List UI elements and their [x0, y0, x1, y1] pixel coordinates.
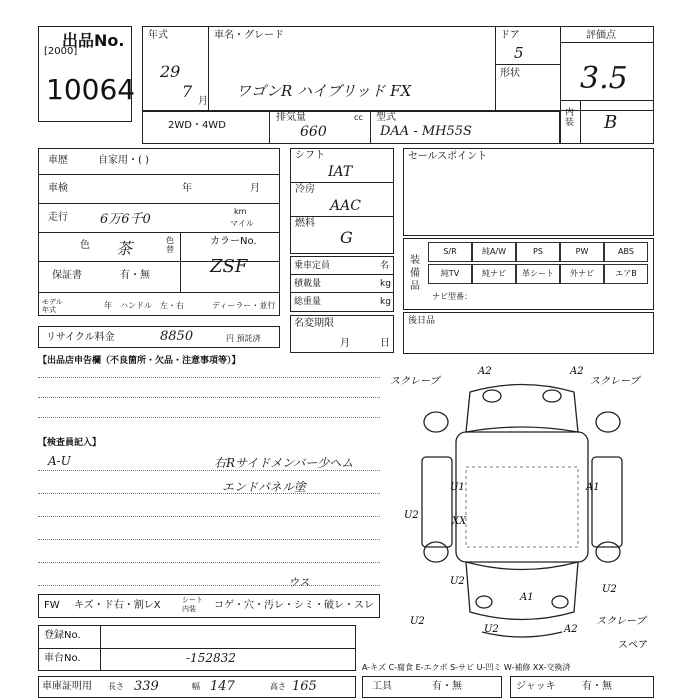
gross-label: 総重量 [294, 297, 322, 307]
equip-item: PW [560, 242, 604, 262]
model-label: 型式 [376, 112, 396, 123]
lot-year-stamp: [2000] [44, 46, 78, 57]
history-value: 自家用・( ) [98, 155, 149, 166]
drive-label: 2WD・4WD [168, 120, 226, 131]
sales-label: セールスポイント [408, 151, 488, 162]
len-value: 339 [134, 679, 159, 694]
damage-mark: U2 [450, 576, 465, 587]
load-unit: kg [380, 279, 391, 289]
damage-mark: スクレープ [596, 616, 646, 627]
hgt-label: 高さ [270, 682, 286, 691]
spare-label: スペア [618, 640, 648, 651]
wid-value: 147 [210, 679, 235, 694]
shaken-month: 月 [250, 183, 260, 194]
usu-mark: ウス [288, 576, 310, 589]
model-value: DAA - MH55S [380, 124, 472, 139]
door-value: 5 [514, 44, 524, 62]
change-month: 月 [340, 338, 350, 349]
handle-label: ハンドル [120, 301, 152, 310]
legend: A-キズ C-腐食 E-エクボ S-サビ U-凹ミ W-補修 XX-交換済 [362, 663, 571, 672]
mileage-label: 走行 [48, 212, 68, 223]
seat-label: シート内装 [182, 596, 203, 613]
jack-label: ジャッキ [516, 681, 556, 692]
ac-value: AAC [330, 198, 361, 214]
change-day: 日 [380, 338, 390, 349]
colorno-value: ZSF [210, 256, 248, 277]
mile-unit: マイル [230, 219, 254, 228]
nenshiki-label: 年式 [148, 30, 168, 41]
name-label: 車名・グレード [214, 30, 284, 41]
name-value: ワゴンR ハイブリッド FX [236, 82, 412, 100]
color-value: 茶 [116, 239, 133, 258]
hgt-value: 165 [292, 679, 317, 694]
nenshiki-year: 29 [160, 62, 181, 81]
equip-item: 外ナビ [560, 264, 604, 284]
damage-mark: U1 [450, 482, 465, 493]
recycle-value: 8850 [160, 329, 194, 344]
damage-mark: A1 [520, 592, 534, 603]
nenshiki-month: 7 [182, 82, 193, 101]
color-label: 色 [80, 240, 90, 251]
door-label: ドア [500, 30, 520, 41]
seat-items: コゲ・穴・汚レ・シミ・破レ・スレ [214, 600, 374, 611]
chassis-label: 車台No. [44, 653, 81, 664]
equip-item: S/R [428, 242, 472, 262]
km-unit: km [234, 207, 247, 216]
displacement-value: 660 [300, 124, 327, 140]
equip-item: ABS [604, 242, 648, 262]
dealer-label: ディーラー・並行 [212, 301, 276, 310]
seller-label: 【出品店申告欄（不良箇所・欠品・注意事項等）】 [38, 356, 241, 366]
recycle-label: リサイクル料金 [46, 332, 115, 343]
damage-mark: A2 [564, 624, 578, 635]
score-value: 3.5 [580, 61, 628, 96]
shaken-year: 年 [182, 183, 192, 194]
month-unit: 月 [198, 96, 208, 107]
recycle-unit: 円 預託済 [226, 334, 261, 343]
lot-title: 出品No. [62, 31, 125, 50]
cc-unit: cc [354, 113, 363, 122]
equip-item: エアB [604, 264, 648, 284]
wid-label: 幅 [192, 682, 200, 691]
color-sub: 色替 [166, 236, 174, 254]
damage-mark: XX [452, 516, 467, 527]
jack-value: 有・無 [582, 681, 612, 692]
fw-label: FW [44, 600, 60, 611]
shape-label: 形状 [500, 68, 520, 79]
car-diagram [390, 362, 654, 652]
shift-label: シフト [295, 150, 325, 161]
load-label: 積載量 [294, 279, 322, 289]
later-box [403, 312, 654, 354]
colorno-label: カラーNo. [210, 236, 257, 247]
interior-value: B [604, 112, 618, 133]
shaken-label: 車検 [48, 183, 68, 194]
model-year-label: モデル年式 [42, 298, 63, 314]
note-au: A-U [48, 454, 71, 468]
equip-item: 純A/W [472, 242, 516, 262]
shift-value: IAT [328, 164, 353, 180]
change-label: 名変期限 [294, 318, 334, 329]
later-label: 後日品 [408, 316, 436, 326]
warranty-label: 保証書 [52, 270, 82, 281]
capacity-label: 乗車定員 [294, 261, 331, 271]
damage-mark: U2 [404, 510, 419, 521]
displacement-label: 排気量 [276, 112, 306, 123]
cert-label: 車庫証明用 [42, 681, 92, 692]
chassis-value: -152832 [186, 651, 236, 665]
score-label: 評価点 [586, 30, 616, 41]
reg-label: 登録No. [44, 630, 81, 641]
note-line2: エンドパネル塗 [222, 480, 306, 494]
history-label: 車歴 [48, 155, 68, 166]
damage-mark: U2 [484, 624, 499, 635]
len-label: 長さ [108, 682, 124, 691]
tools-value: 有・無 [432, 681, 462, 692]
fw-items: キズ・ド右・割レX [74, 600, 161, 611]
note-line1: 右Rサイドメンバー少ヘム [214, 456, 354, 470]
gross-unit: kg [380, 297, 391, 307]
equip-label: 装備品 [410, 255, 420, 292]
mileage-value: 6万6千0 [100, 212, 151, 227]
year-unit: 年 [104, 301, 112, 310]
inspector-label: 【検査員記入】 [38, 438, 102, 448]
interior-label: 内装 [565, 108, 575, 128]
fuel-value: G [340, 228, 353, 247]
equip-item: 純TV [428, 264, 472, 284]
equip-item: 革シート [516, 264, 560, 284]
navi-label: ナビ型番： [432, 292, 472, 301]
damage-mark: A1 [586, 482, 600, 493]
tools-label: 工具 [372, 681, 392, 692]
damage-mark: A2 [478, 366, 492, 377]
handle-value: 左・右 [160, 301, 184, 310]
damage-mark: スクレープ [590, 376, 640, 387]
fuel-label: 燃料 [295, 218, 315, 229]
ac-label: 冷房 [295, 184, 315, 195]
damage-mark: U2 [410, 616, 425, 627]
lot-number: 10064 [46, 73, 136, 106]
equip-item: 純ナビ [472, 264, 516, 284]
damage-mark: U2 [602, 584, 617, 595]
capacity-unit: 名 [380, 261, 390, 271]
damage-mark: A2 [570, 366, 584, 377]
equip-item: PS [516, 242, 560, 262]
warranty-value: 有・無 [120, 270, 150, 281]
damage-mark: スクレープ [390, 376, 440, 387]
